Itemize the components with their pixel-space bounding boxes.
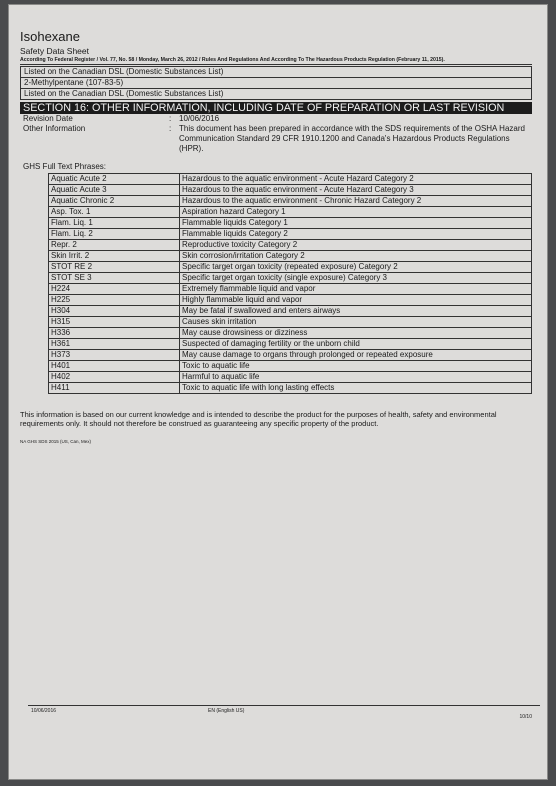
revision-date-label: Revision Date: [23, 114, 73, 123]
table-row: [49, 240, 532, 251]
footer-language: EN (English US): [208, 708, 245, 714]
hazard-code-cell: H224: [49, 284, 180, 295]
other-information-label: Other Information: [23, 124, 86, 133]
table-row: [49, 383, 532, 394]
hazard-code-cell: H315: [49, 317, 180, 328]
hazard-code-cell: Flam. Liq. 2: [49, 229, 180, 240]
hazard-text-cell: Harmful to aquatic life: [180, 372, 532, 383]
component-row: 2-Methylpentane (107-83-5): [20, 78, 532, 89]
hazard-text-cell: Toxic to aquatic life: [180, 361, 532, 372]
table-row: [49, 229, 532, 240]
hazard-code-cell: Asp. Tox. 1: [49, 207, 180, 218]
table-row: [49, 174, 532, 185]
hazard-text-cell: Flammable liquids Category 1: [180, 218, 532, 229]
regulation-line: According To Federal Register / Vol. 77, No. 58 / Monday, March 26, 2012 / Rules And Regulations And According To The Hazardous Products Regulation (February 11, 2015).: [20, 57, 445, 63]
other-information-row: [20, 124, 532, 154]
table-row: [49, 317, 532, 328]
hazard-code-cell: Flam. Liq. 1: [49, 218, 180, 229]
hazard-text-cell: Aspiration hazard Category 1: [180, 207, 532, 218]
dsl-listing-row: Listed on the Canadian DSL (Domestic Substances List): [20, 66, 532, 78]
hazard-text-cell: Hazardous to the aquatic environment - Acute Hazard Category 3: [180, 185, 532, 196]
hazard-text-cell: May be fatal if swallowed and enters airways: [180, 306, 532, 317]
hazard-code-cell: Aquatic Acute 3: [49, 185, 180, 196]
hazard-text-cell: Specific target organ toxicity (repeated exposure) Category 2: [180, 262, 532, 273]
hazard-code-cell: Skin Irrit. 2: [49, 251, 180, 262]
product-title: Isohexane: [20, 29, 80, 44]
hazard-code-cell: Aquatic Chronic 2: [49, 196, 180, 207]
table-row: [49, 328, 532, 339]
hazard-text-cell: May cause damage to organs through prolonged or repeated exposure: [180, 350, 532, 361]
hazard-code-cell: Aquatic Acute 2: [49, 174, 180, 185]
revision-date-row: [20, 114, 532, 124]
document-subtitle: Safety Data Sheet: [20, 46, 89, 56]
sds-format-code: NA GHS SDS 2015 (US, Can, Mex): [20, 439, 92, 444]
table-row: [49, 361, 532, 372]
hazard-code-cell: H225: [49, 295, 180, 306]
table-row: [49, 295, 532, 306]
revision-date-value: 10/06/2016: [179, 114, 220, 123]
footer-date: 10/06/2016: [31, 708, 57, 714]
hazard-code-cell: STOT SE 3: [49, 273, 180, 284]
table-row: [49, 196, 532, 207]
page-footer: [28, 705, 540, 720]
table-row: [49, 262, 532, 273]
section-16-heading: SECTION 16: OTHER INFORMATION, INCLUDING DATE OF PREPARATION OR LAST REVISION: [20, 102, 532, 114]
footer-page-number: 10/10: [519, 714, 532, 720]
separator: :: [169, 114, 172, 123]
hazard-code-cell: H411: [49, 383, 180, 394]
hazard-code-cell: H373: [49, 350, 180, 361]
hazard-code-cell: H304: [49, 306, 180, 317]
hazard-text-cell: Hazardous to the aquatic environment - Chronic Hazard Category 2: [180, 196, 532, 207]
table-row: [49, 185, 532, 196]
table-row: [49, 207, 532, 218]
table-row: [49, 218, 532, 229]
hazard-text-cell: Extremely flammable liquid and vapor: [180, 284, 532, 295]
hazard-text-cell: Causes skin irritation: [180, 317, 532, 328]
table-row: [49, 251, 532, 262]
hazard-text-cell: Flammable liquids Category 2: [180, 229, 532, 240]
hazard-text-cell: Highly flammable liquid and vapor: [180, 295, 532, 306]
header-divider: [20, 64, 532, 65]
hazard-code-cell: H361: [49, 339, 180, 350]
hazard-code-cell: H336: [49, 328, 180, 339]
hazard-text-cell: Toxic to aquatic life with long lasting effects: [180, 383, 532, 394]
hazard-text-cell: Suspected of damaging fertility or the unborn child: [180, 339, 532, 350]
hazard-code-cell: H401: [49, 361, 180, 372]
ghs-phrases-label: GHS Full Text Phrases:: [23, 162, 106, 171]
page-content: [20, 30, 532, 445]
other-information-value: This document has been prepared in accordance with the SDS requirements of the OSHA Hazard Communication Standard 29 CFR 1910.1200 and Canada's Hazardous Products Regulations (HPR).: [179, 124, 525, 153]
hazard-code-cell: H402: [49, 372, 180, 383]
hazard-text-cell: Hazardous to the aquatic environment - Acute Hazard Category 2: [180, 174, 532, 185]
table-row: [49, 284, 532, 295]
table-row: [49, 306, 532, 317]
hazard-text-cell: May cause drowsiness or dizziness: [180, 328, 532, 339]
table-row: [49, 350, 532, 361]
disclaimer-text: This information is based on our current knowledge and is intended to describe the product for the purposes of health, safety and environmental requirements only. It should not therefore be construed as guaranteeing any specific property of the product.: [20, 410, 497, 428]
hazard-text-cell: Reproductive toxicity Category 2: [180, 240, 532, 251]
table-row: [49, 339, 532, 350]
document-page: [8, 4, 548, 780]
hazard-text-cell: Specific target organ toxicity (single exposure) Category 3: [180, 273, 532, 284]
table-row: [49, 273, 532, 284]
hazard-code-cell: STOT RE 2: [49, 262, 180, 273]
hazard-text-cell: Skin corrosion/irritation Category 2: [180, 251, 532, 262]
separator: :: [169, 124, 172, 133]
ghs-phrases-table: [48, 173, 532, 394]
table-row: [49, 372, 532, 383]
dsl-listing-row: Listed on the Canadian DSL (Domestic Substances List): [20, 89, 532, 100]
hazard-code-cell: Repr. 2: [49, 240, 180, 251]
